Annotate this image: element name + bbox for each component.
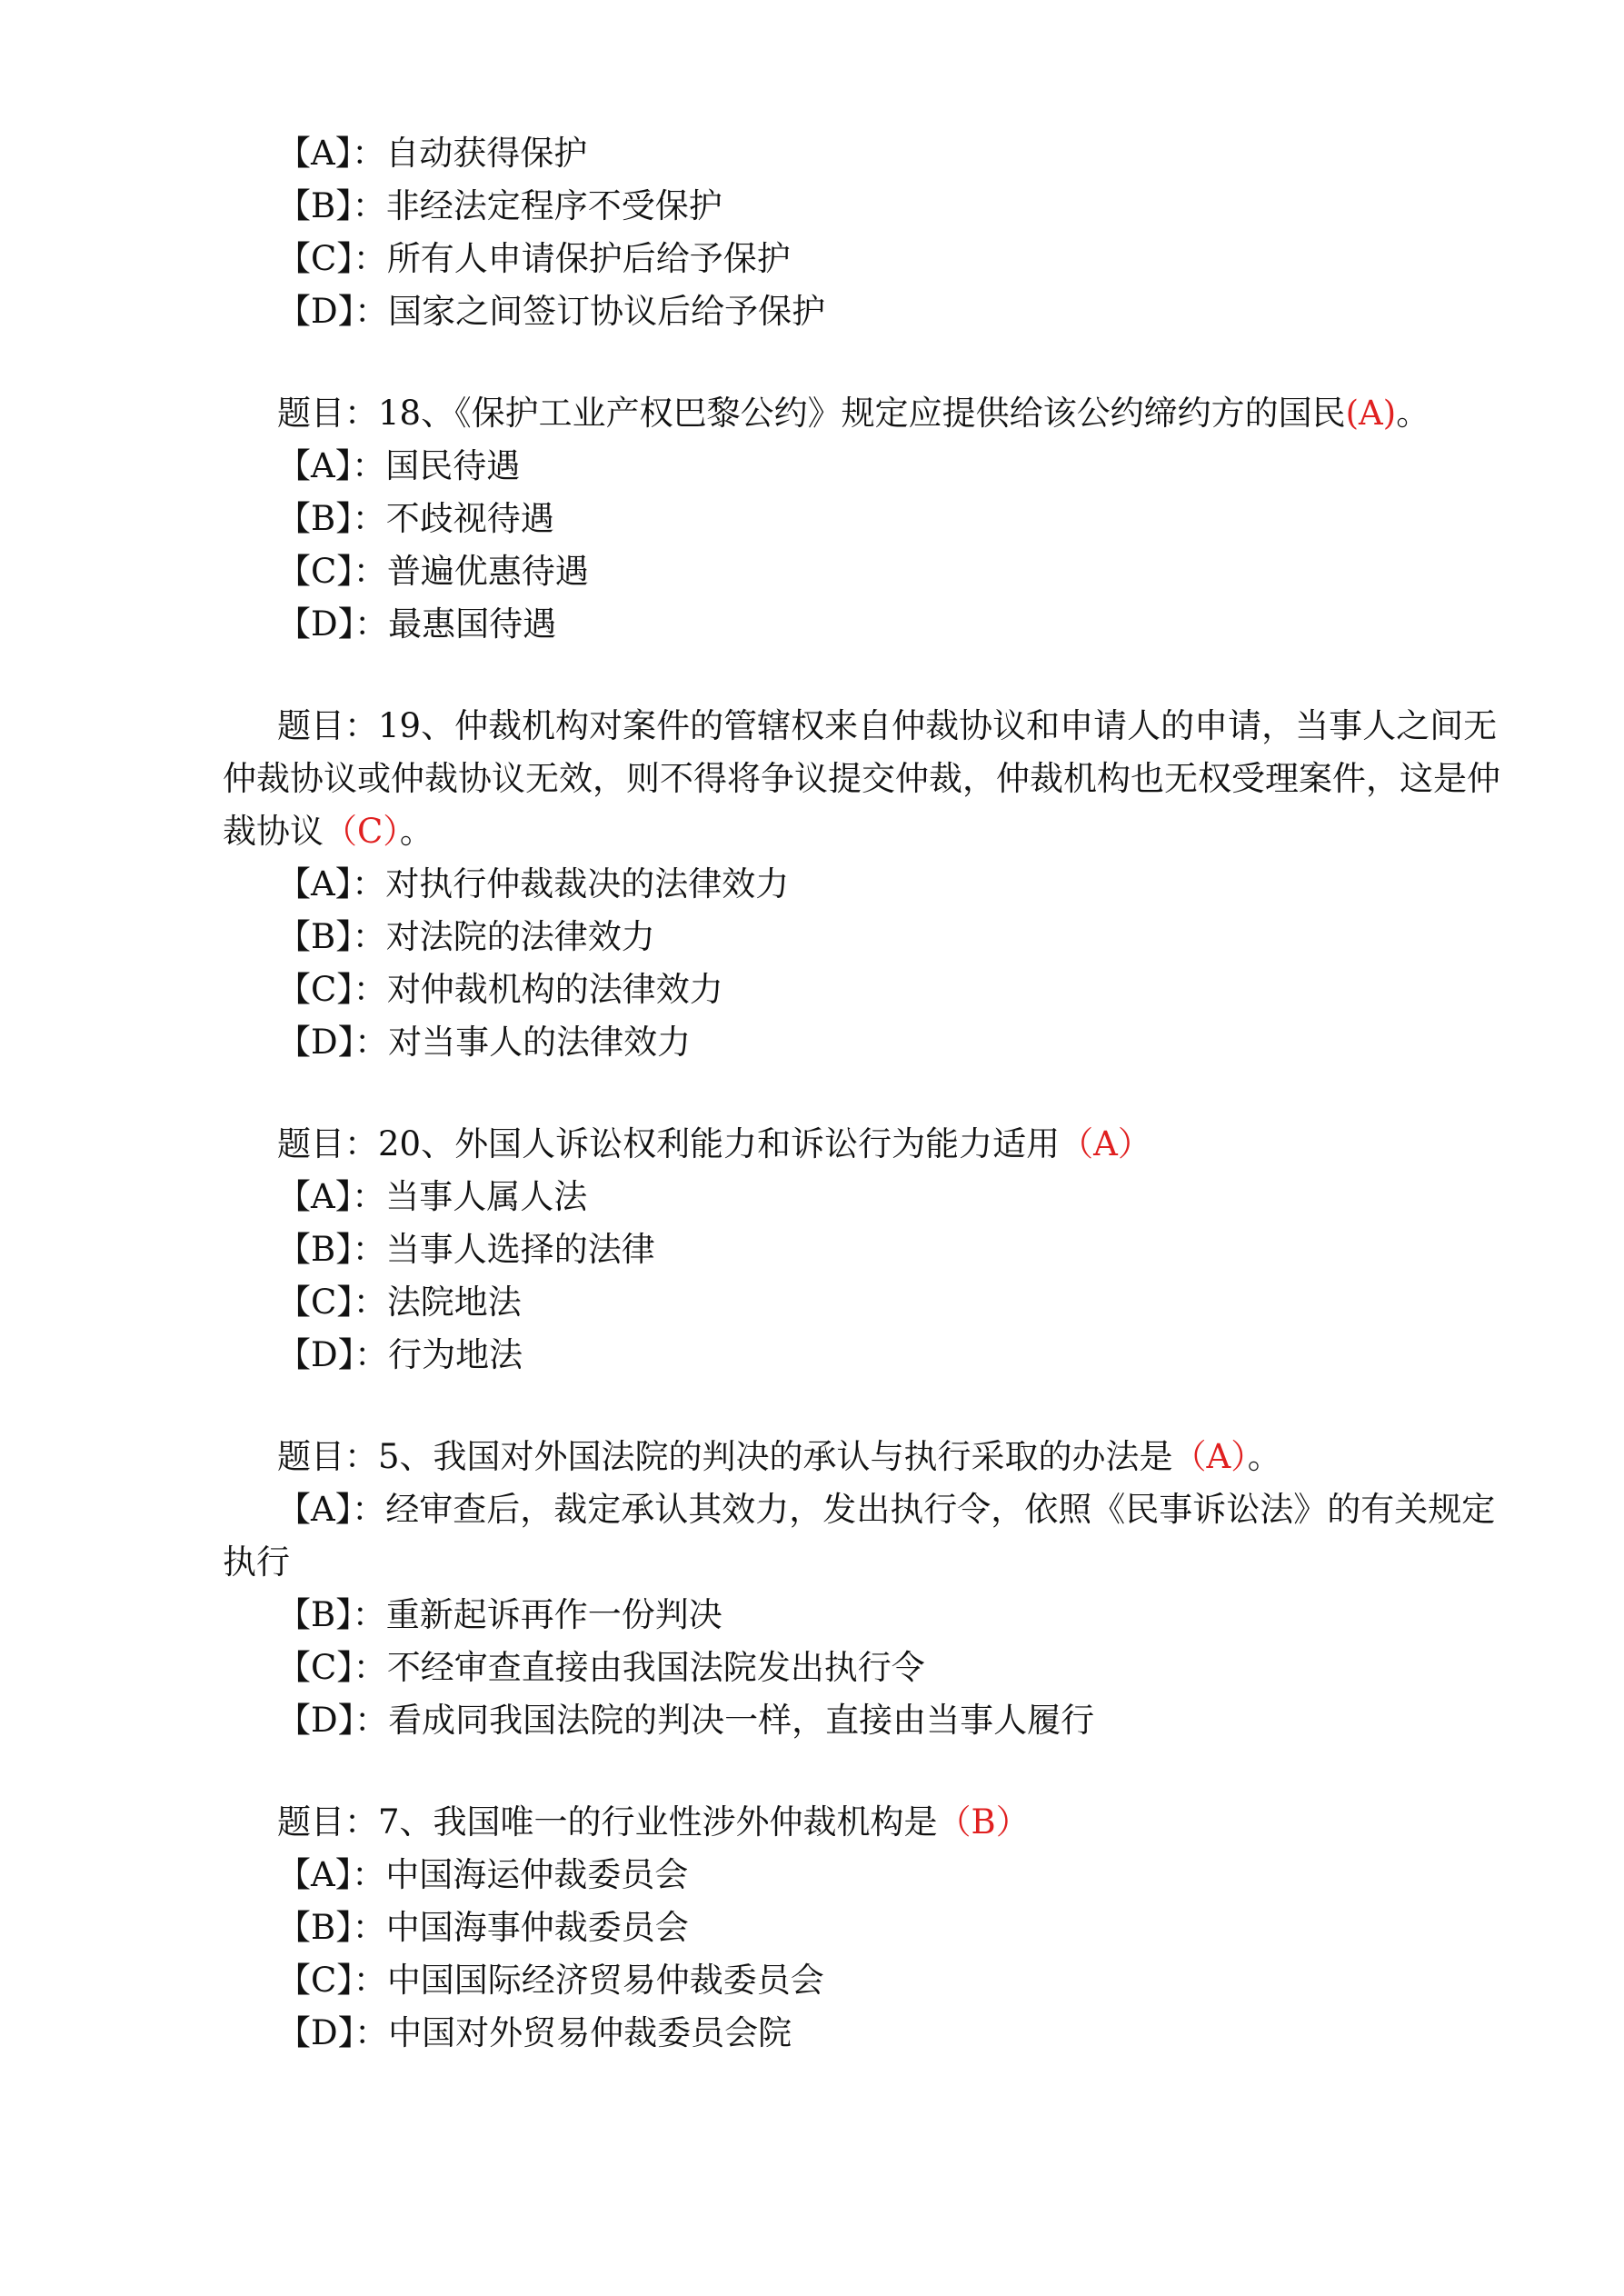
option-text: 不歧视待遇 xyxy=(385,499,554,538)
option-text: 非经法定程序不受保护 xyxy=(385,186,722,225)
option-label: 【D】： xyxy=(277,604,389,644)
question-block-20 xyxy=(223,1118,1513,1382)
option-d xyxy=(223,598,1513,651)
option-text: 对仲裁机构的法律效力 xyxy=(386,970,723,1009)
question-block-5 xyxy=(223,1431,1513,1747)
option-a xyxy=(223,858,1513,911)
option-text: 看成同我国法院的判决一样，直接由当事人履行 xyxy=(388,1701,1095,1740)
option-label: 【A】： xyxy=(277,1490,386,1529)
option-c xyxy=(223,1276,1513,1329)
question-suffix: 。 xyxy=(1247,1437,1281,1476)
question-list xyxy=(223,127,1513,2060)
option-text: 当事人属人法 xyxy=(385,1177,588,1216)
option-label: 【C】： xyxy=(277,1648,387,1687)
option-text: 对当事人的法律效力 xyxy=(388,1023,692,1062)
option-text: 自动获得保护 xyxy=(385,134,588,173)
option-text: 普遍优惠待遇 xyxy=(386,552,589,591)
question-text xyxy=(223,700,1513,858)
option-label: 【D】： xyxy=(277,1701,389,1740)
option-label: 【B】： xyxy=(277,1230,386,1269)
option-label: 【D】： xyxy=(277,1335,389,1374)
option-label: 【C】： xyxy=(277,552,387,591)
question-block-18 xyxy=(223,387,1513,651)
option-text: 中国海运仲裁委员会 xyxy=(385,1855,689,1894)
question-prefix: 题目：20、外国人诉讼权利能力和诉讼行为能力适用 xyxy=(277,1124,1061,1163)
option-label: 【D】： xyxy=(277,292,389,331)
answer-mark: （A） xyxy=(1060,1124,1151,1163)
option-label: 【A】： xyxy=(277,864,386,903)
option-text: 中国国际经济贸易仲裁委员会 xyxy=(386,1961,824,2000)
answer-mark: （C） xyxy=(324,812,400,851)
option-label: 【C】： xyxy=(277,970,387,1009)
option-c xyxy=(223,963,1513,1016)
option-d xyxy=(223,1694,1513,1747)
option-label: 【A】： xyxy=(277,1855,386,1894)
option-label: 【A】： xyxy=(277,446,386,485)
option-text: 中国对外贸易仲裁委员会院 xyxy=(388,2013,792,2052)
question-text xyxy=(223,1796,1513,1849)
answer-mark: （B） xyxy=(937,1802,1030,1842)
option-text: 行为地法 xyxy=(388,1335,523,1374)
option-label: 【D】： xyxy=(277,2013,389,2052)
option-d xyxy=(223,285,1513,338)
question-text xyxy=(223,387,1513,440)
question-prefix: 题目：18、《保护工业产权巴黎公约》规定应提供给该公约缔约方的国民 xyxy=(277,394,1346,433)
option-text: 重新起诉再作一份判决 xyxy=(385,1595,722,1634)
option-text: 中国海事仲裁委员会 xyxy=(385,1908,689,1947)
answer-mark: (A) xyxy=(1345,394,1397,433)
option-b xyxy=(223,1902,1513,1954)
option-d xyxy=(223,2007,1513,2060)
option-text: 法院地法 xyxy=(386,1283,522,1322)
option-text: 经审查后，裁定承认其效力，发出执行令，依照《民事诉讼法》的有关规定执行 xyxy=(223,1490,1496,1582)
option-label: 【B】： xyxy=(277,186,386,225)
option-d xyxy=(223,1016,1513,1069)
option-c xyxy=(223,1642,1513,1694)
option-a xyxy=(223,1171,1513,1223)
option-a xyxy=(223,1483,1513,1589)
option-label: 【B】： xyxy=(277,917,386,956)
question-prefix: 题目：5、我国对外国法院的判决的承认与执行采取的办法是 xyxy=(277,1437,1173,1476)
option-label: 【D】： xyxy=(277,1023,389,1062)
answer-mark: （A） xyxy=(1172,1437,1248,1476)
option-b xyxy=(223,1223,1513,1276)
option-label: 【B】： xyxy=(277,1595,386,1634)
option-text: 当事人选择的法律 xyxy=(385,1230,655,1269)
option-text: 国民待遇 xyxy=(385,446,521,485)
option-b xyxy=(223,493,1513,545)
question-text xyxy=(223,1431,1513,1483)
option-label: 【C】： xyxy=(277,1283,387,1322)
option-text: 不经审查直接由我国法院发出执行令 xyxy=(386,1648,925,1687)
option-text: 所有人申请保护后给予保护 xyxy=(386,239,791,278)
question-suffix: 。 xyxy=(1396,394,1430,433)
option-c xyxy=(223,545,1513,598)
option-text: 国家之间签订协议后给予保护 xyxy=(388,292,826,331)
option-d xyxy=(223,1329,1513,1382)
option-c xyxy=(223,1954,1513,2007)
option-text: 对法院的法律效力 xyxy=(385,917,655,956)
question-text xyxy=(223,1118,1513,1171)
question-prefix: 题目：19、仲裁机构对案件的管辖权来自仲裁协议和申请人的申请，当事人之间无仲裁协议或仲裁协议无效，则不得将争议提交仲裁，仲裁机构也无权受理案件，这是仲裁协议 xyxy=(223,706,1500,851)
option-text: 对执行仲裁裁决的法律效力 xyxy=(385,864,790,903)
option-label: 【A】： xyxy=(277,134,386,173)
option-a xyxy=(223,127,1513,180)
question-prefix: 题目：7、我国唯一的行业性涉外仲裁机构是 xyxy=(277,1802,938,1842)
option-text: 最惠国待遇 xyxy=(388,604,557,644)
option-b xyxy=(223,180,1513,233)
option-a xyxy=(223,1849,1513,1902)
option-b xyxy=(223,911,1513,963)
option-label: 【C】： xyxy=(277,1961,387,2000)
question-block-7 xyxy=(223,1796,1513,2060)
option-label: 【A】： xyxy=(277,1177,386,1216)
question-block-continued xyxy=(223,127,1513,338)
question-suffix: 。 xyxy=(399,812,433,851)
option-label: 【B】： xyxy=(277,499,386,538)
question-block-19 xyxy=(223,700,1513,1069)
option-label: 【C】： xyxy=(277,239,387,278)
option-c xyxy=(223,233,1513,285)
option-label: 【B】： xyxy=(277,1908,386,1947)
option-a xyxy=(223,440,1513,493)
option-b xyxy=(223,1589,1513,1642)
